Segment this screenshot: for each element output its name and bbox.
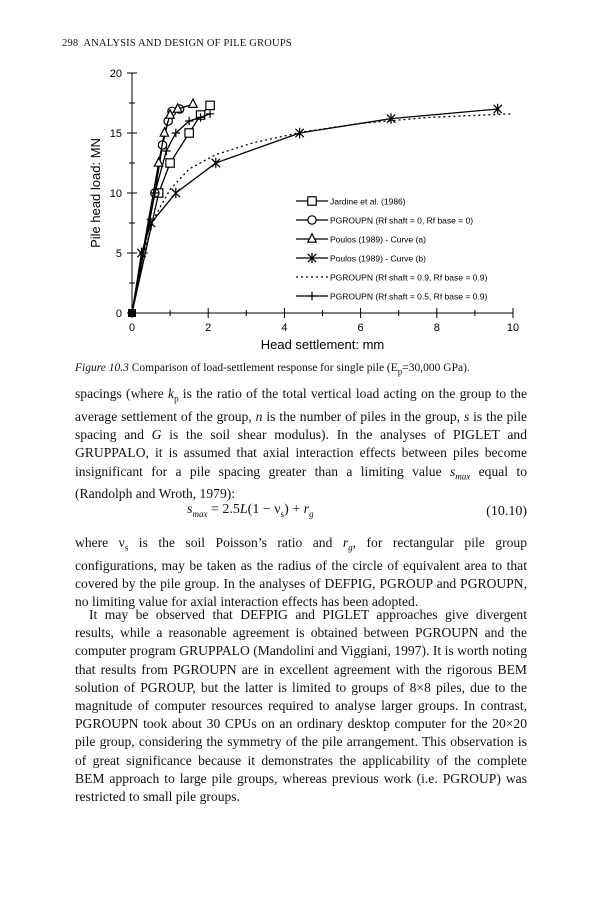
data-point [212, 158, 220, 168]
eq-L: L [239, 502, 248, 517]
paragraph-3 [75, 606, 527, 806]
eq-r: r [303, 502, 310, 517]
running-title: ANALYSIS AND DESIGN OF PILE GROUPS [83, 38, 292, 49]
page-number: 298 [62, 38, 79, 49]
p1-smax: s [449, 463, 456, 479]
p1-text-3: is the number of piles in the group, [262, 408, 464, 424]
legend-marker [308, 292, 316, 300]
equation-number: (10.10) [486, 504, 527, 519]
eq-nu-sub: s [280, 508, 285, 519]
legend-entry [296, 253, 426, 264]
legend-label: Poulos (1989) - Curve (b) [330, 253, 426, 264]
legend-marker [308, 216, 316, 224]
legend-label: Jardine et al. (1986) [330, 196, 406, 207]
eq-r-sub: g [309, 508, 314, 519]
paragraph-1 [75, 385, 527, 504]
legend-label: PGROUPN (Rf shaft = 0.9, Rf base = 0.9) [330, 272, 488, 283]
x-axis-title: Head settlement: mm [260, 337, 385, 352]
paragraph-2 [75, 534, 527, 612]
legend-label: PGROUPN (Rf shaft = 0.5, Rf base = 0.9) [330, 291, 488, 302]
data-point [172, 188, 180, 198]
p1-kp: k [168, 386, 175, 401]
p2-text-1: where ν [75, 535, 125, 550]
legend-marker [308, 234, 316, 242]
eq-lhs: s [187, 502, 193, 517]
equation-10-10 [75, 500, 527, 526]
caption-text-end: =30,000 GPa). [402, 362, 470, 374]
p2-text-3: , for rectangular pile group configurations, may be taken as the radius of the circle of equivalent area to that covered by the pile group. In the analyses of DEFPIG, PGROUP and PGROUPN, no limiting value for axial interaction effects has been adopted. [75, 535, 527, 610]
equation-body [187, 502, 314, 519]
p1-s: s [463, 408, 470, 424]
data-point [185, 129, 193, 137]
p2-nu-sub: s [124, 542, 129, 553]
p3-text: It may be observed that DEFPIG and PIGLET approaches give divergent results, while a reasonable agreement is obtained between PGROUPN and the computer program GRUPPALO (Mandolini and Viggiani, 1997). It is worth noting that results from PGROUPN are in excellent agreement with the rigorous BEM solution of PGROUP, but the latter is limited to groups of 8×8 piles, due to the magnitude of computer resources required to analyse larger groups. In contrast, PGROUPN took about 30 CPUs on an ordinary desktop computer for the 20×20 pile group, considering the symmetry of the pile arrangement. This observation is of great significance because it demonstrates the applicability of the complete BEM approach to large pile groups, whereas previous work (i.e. PGROUP) was restricted to small pile groups. [75, 607, 527, 805]
p1-text-1: spacings (where [75, 386, 169, 401]
eq-paren: (1 − ν [247, 502, 281, 517]
y-tick-label: 10 [109, 188, 122, 200]
x-tick-label: 10 [506, 322, 520, 334]
x-tick-label: 4 [281, 322, 288, 334]
p2-r-sub: g [348, 542, 353, 553]
y-tick-label: 15 [109, 128, 122, 140]
data-point [154, 158, 162, 166]
p2-r: r [342, 535, 349, 550]
p1-text-2: is the ratio of the total vertical load acting on the group to the average settlement of the group, [75, 386, 527, 424]
y-axis-title: Pile head load: MN [88, 138, 103, 248]
eq-tail: ) + [284, 502, 304, 517]
p1-G: G [151, 427, 162, 443]
legend-label: PGROUPN (Rf shaft = 0, Rf base = 0) [330, 215, 474, 226]
y-tick-label: 20 [109, 68, 122, 80]
eq-mid: = 2.5 [207, 502, 240, 517]
origin-marker [128, 309, 136, 317]
legend-entry [296, 216, 473, 226]
x-tick-label: 8 [433, 322, 440, 334]
x-tick-label: 0 [128, 322, 136, 334]
legend-label: Poulos (1989) - Curve (a) [330, 234, 426, 245]
eq-lhs-sub: max [192, 508, 208, 519]
caption-text: Comparison of load-settlement response for single pile (E [131, 362, 398, 374]
x-tick-label: 2 [205, 322, 212, 334]
p1-text-4: is the pile spacing and [75, 408, 527, 443]
p1-text-5: is the soil shear modulus). In the analyses of PIGLET and GRUPPALO, it is assumed that axial interaction effects between piles become insignificant for a pile spacing greater than a limiting value [75, 427, 527, 479]
y-tick-label: 0 [115, 308, 122, 320]
load-settlement-chart [0, 55, 600, 360]
legend-entry [296, 234, 426, 245]
p1-n: n [255, 408, 263, 424]
data-point [206, 101, 214, 109]
p1-text-6: equal to (Randolph and Wroth, 1979): [75, 463, 528, 502]
legend-entry [296, 273, 487, 283]
x-tick-label: 6 [357, 322, 364, 334]
data-point [166, 159, 174, 167]
data-point [206, 110, 214, 118]
caption-label: Figure 10.3 [75, 362, 129, 374]
p2-text-2: is the soil Poisson’s ratio and [128, 535, 343, 550]
series-6 [132, 110, 214, 313]
running-header [62, 38, 292, 49]
data-point [189, 99, 197, 107]
data-point [160, 128, 168, 136]
figure-caption [75, 362, 545, 376]
legend-marker [308, 197, 316, 205]
p1-kp-sub: p [174, 393, 179, 404]
series-line [132, 114, 210, 313]
y-tick-label: 5 [115, 248, 122, 260]
series-line [132, 105, 210, 313]
p1-smax-sub: max [455, 471, 471, 482]
legend-entry [296, 292, 487, 302]
legend-entry [296, 197, 406, 207]
series-line [132, 114, 513, 313]
caption-sub: p [397, 366, 403, 377]
series-5 [132, 114, 513, 313]
